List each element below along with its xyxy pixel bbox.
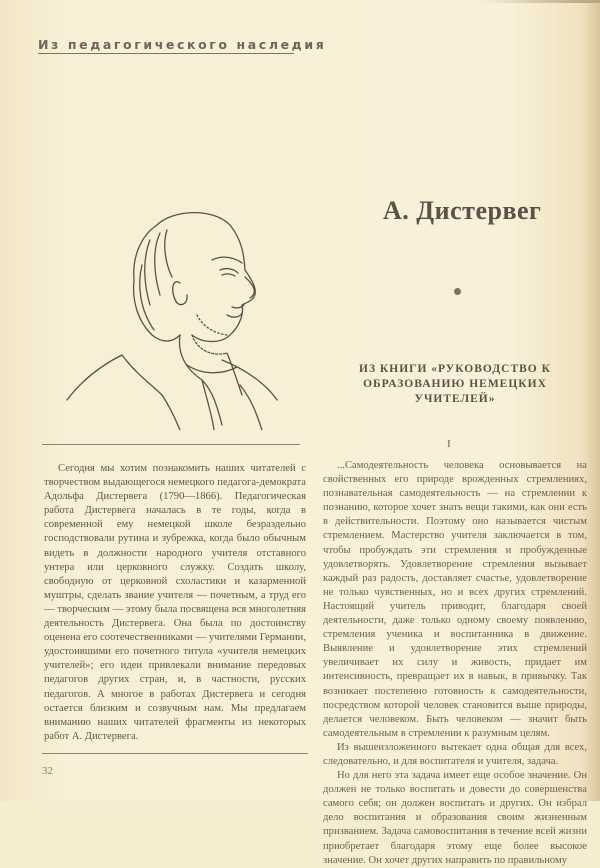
- body-paragraph: Из вышеизложенного вытекает одна общая для всех, следовательно, и для воспитателя и учителя, задача.: [323, 741, 587, 767]
- article-title: А. Дистервег: [383, 196, 542, 225]
- body-paragraph: Но для него эта задача имеет еще особое значение. Он должен не только воспитать и довести до совершенства самого себя; он должен воспитать и других. Он избрал дело воспитания и образования своим жизненным призванием. Задача самовоспитания в течение всей жизни приобретает благодаря этому еще более высокое значение. Он хочет других направить по правильному: [323, 770, 587, 866]
- intro-column: [44, 462, 306, 744]
- page-edge-shadow: [0, 0, 600, 3]
- footer-rule: [42, 753, 308, 754]
- body-paragraph: ...Самодеятельность человека основывается на свойственных его природе врожденных стремлениях, познавательная самодеятельность — на стремлении к познанию, которое хочет знать вещи такими, как они есть в действительности. Поэтому оно называется чистым стремлением. Мастерство учителя заключается в том, чтобы пробуждать эти стремления и пробужденные удовлетворять. Удовлетворение стремления вызывает каждый раз радость, доставляет счастье, удовлетворение не только чувственных, но и всех других стремлений. Настоящий учитель приводит, благодаря своей деятельности, даже только одному своему появлению, стремления ученика и воспитанника в движение. Выявление и удовлетворение этих стремлений увеличивает их силу и живость, придает им интенсивность, превращает их в навык, в привычку. Так возникает постепенно готовность к самодеятельности, посредством которой человек становится выше природы, делается человеком. Быть человеком — значит быть самодеятельным в стремлении к разумным целям.: [323, 460, 587, 739]
- page-number: 32: [42, 765, 53, 777]
- intro-paragraph: Сегодня мы хотим познакомить наших читателей с творчеством выдающегося немецкого педагога-демократа Адольфа Дистервега (1790—1866). Педагогическая работа Дистервега началась в те годы, когда в современной ему немецкой школе безраздельно господствовали рутина и зубрежка, когда было обычным видеть в должности народного учителя отставного унтера или церковного служку. Создать школу, свободную от церковной схоластики и казарменной муштры, сделать звание учителя — почетным, а труд его — творческим — этому была посвящена вся многолетняя деятельность Дистервега. Она была по достоинству оценена его соотечественниками — учителями Германии, удостоившими его почетного титула «учителя немецких учителей»; его идеи привлекали внимание передовых педагогов других стран, и, в частности, русских педагогов. А многое в работах Дистервега и сегодня остается близким и созвучным нам. Мы предлагаем вниманию наших читателей фрагменты из некоторых работ А. Дистервега.: [44, 463, 306, 742]
- body-column: [323, 459, 587, 868]
- section-rubric: Из педагогического наследия: [38, 37, 327, 52]
- divider-rule: [42, 444, 300, 445]
- bullet-ornament-icon: [454, 288, 461, 295]
- source-subtitle: ИЗ КНИГИ «РУКОВОДСТВО К ОБРАЗОВАНИЮ НЕМЕЦКИХ УЧИТЕЛЕЙ»: [359, 363, 551, 405]
- section-number: I: [447, 438, 451, 450]
- portrait-drawing: [62, 185, 302, 430]
